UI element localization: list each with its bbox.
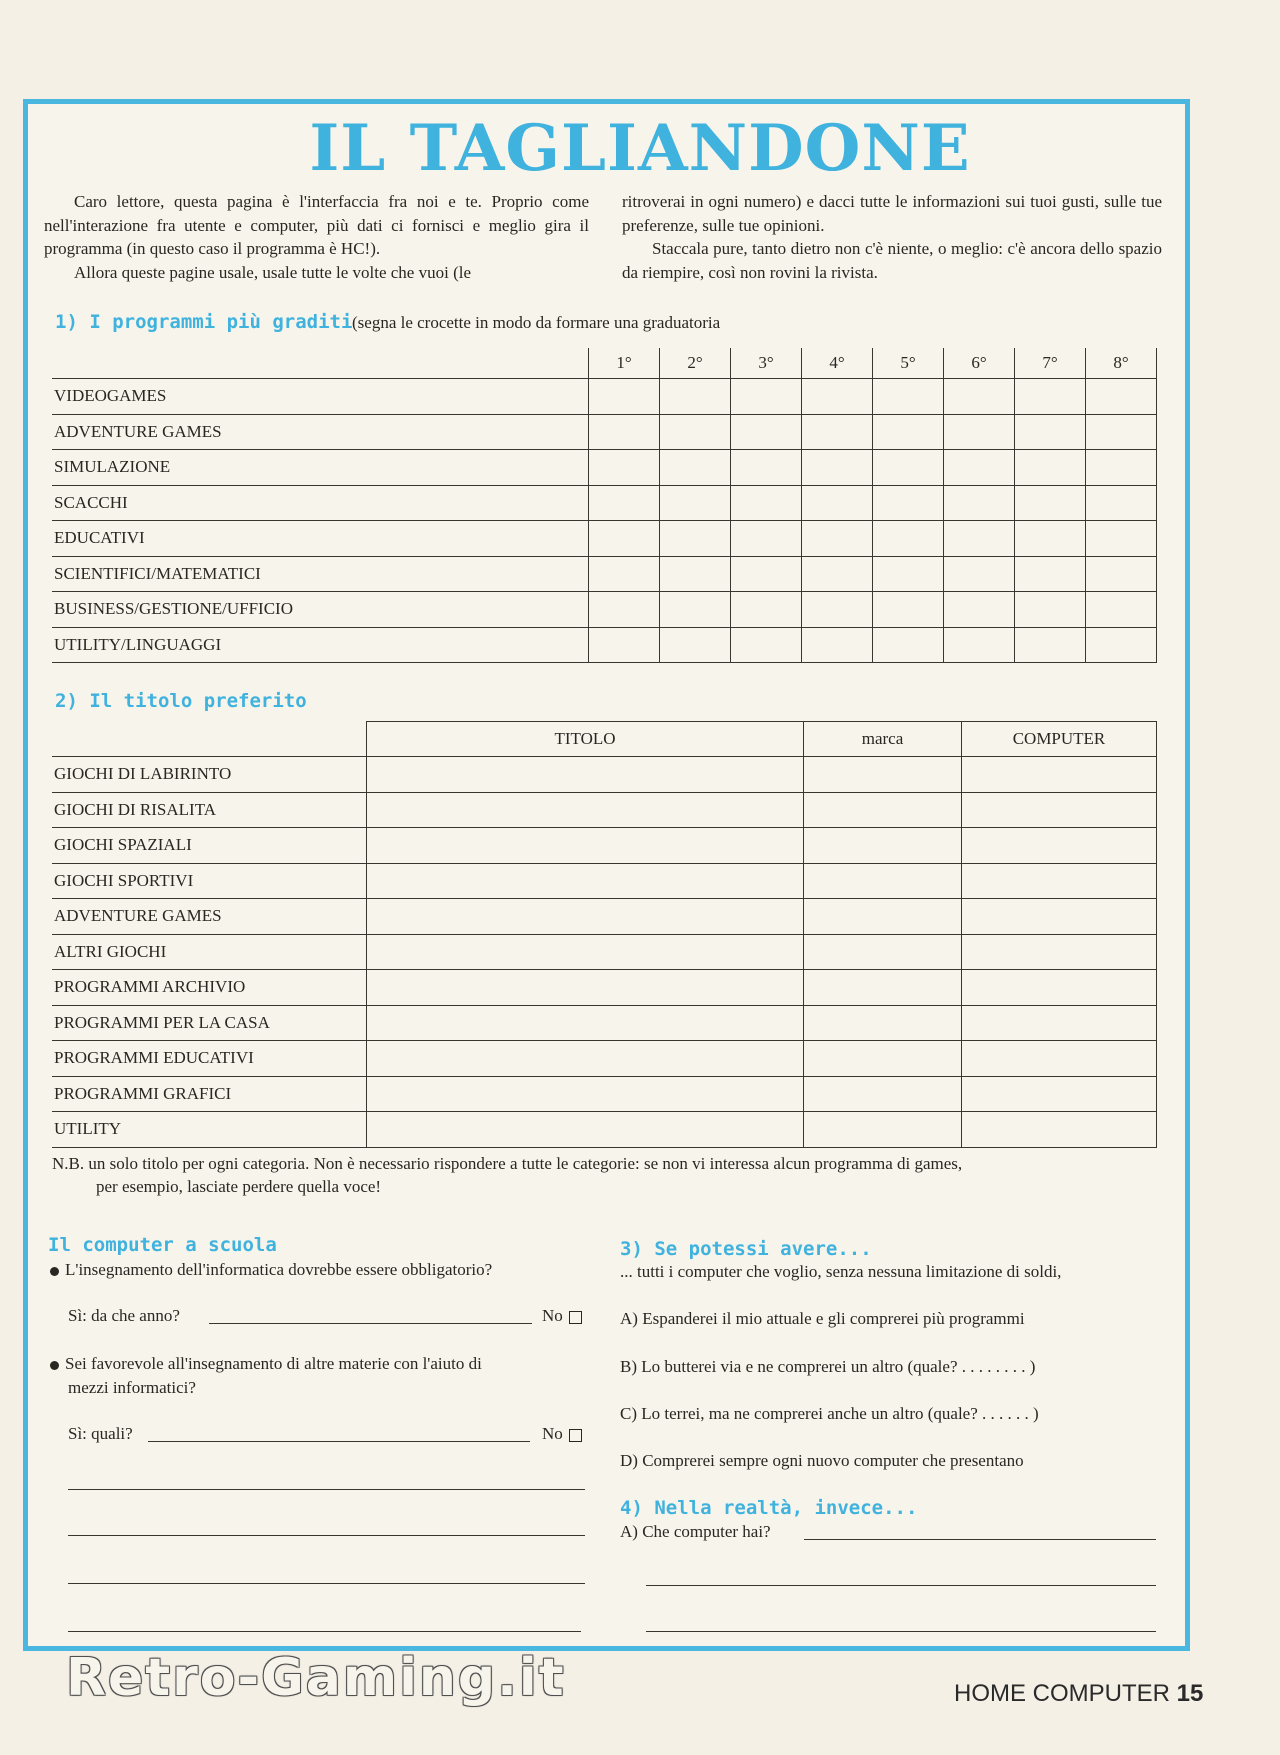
rank-cell[interactable] — [589, 414, 660, 450]
computer-cell[interactable] — [962, 1041, 1157, 1077]
table-row — [52, 485, 1157, 521]
rank-cell[interactable] — [731, 521, 802, 557]
table-row — [52, 1005, 1157, 1041]
table-row — [52, 1041, 1157, 1077]
column-header-titolo: TITOLO — [367, 722, 804, 757]
rank-cell[interactable] — [589, 592, 660, 628]
table-row — [52, 1076, 1157, 1112]
nb-note — [52, 1152, 1162, 1198]
q1-yes-label: Sì: da che anno? — [68, 1306, 180, 1325]
table-row — [52, 556, 1157, 592]
rank-cell[interactable] — [660, 485, 731, 521]
marca-cell[interactable] — [804, 1076, 962, 1112]
rank-cell[interactable] — [1015, 450, 1086, 486]
genre-label: ADVENTURE GAMES — [52, 899, 367, 935]
rank-cell[interactable] — [802, 485, 873, 521]
rank-header: 4° — [802, 348, 873, 379]
rank-cell[interactable] — [731, 592, 802, 628]
program-category-label: BUSINESS/GESTIONE/UFFICIO — [52, 592, 589, 628]
program-category-label: ADVENTURE GAMES — [52, 414, 589, 450]
genre-label: GIOCHI DI RISALITA — [52, 792, 367, 828]
table-header-row — [52, 348, 1157, 379]
bullet-icon — [50, 1361, 59, 1370]
table-row — [52, 792, 1157, 828]
rank-cell[interactable] — [731, 485, 802, 521]
table-row — [52, 414, 1157, 450]
computer-cell[interactable] — [962, 863, 1157, 899]
q1-yes-answer-line[interactable] — [209, 1323, 532, 1324]
no-label: No — [542, 1424, 563, 1443]
program-category-label: VIDEOGAMES — [52, 379, 589, 415]
rank-cell[interactable] — [944, 450, 1015, 486]
marca-cell[interactable] — [804, 1041, 962, 1077]
rank-cell[interactable] — [660, 450, 731, 486]
rank-cell[interactable] — [731, 379, 802, 415]
rank-cell[interactable] — [589, 556, 660, 592]
rank-cell[interactable] — [589, 627, 660, 663]
section3-option[interactable]: A) Espanderei il mio attuale e gli comprerei più programmi — [620, 1309, 1025, 1328]
rank-cell[interactable] — [731, 627, 802, 663]
rank-cell[interactable] — [944, 521, 1015, 557]
marca-cell[interactable] — [804, 899, 962, 935]
program-category-label: EDUCATIVI — [52, 521, 589, 557]
rank-cell[interactable] — [1015, 485, 1086, 521]
computer-cell[interactable] — [962, 899, 1157, 935]
intro-left-column — [44, 190, 589, 284]
section1-heading: 1) I programmi più graditi — [55, 311, 353, 333]
rank-cell[interactable] — [802, 592, 873, 628]
genre-label: PROGRAMMI ARCHIVIO — [52, 970, 367, 1006]
computer-cell[interactable] — [962, 970, 1157, 1006]
rank-cell[interactable] — [873, 592, 944, 628]
rank-cell[interactable] — [802, 521, 873, 557]
table-row — [52, 521, 1157, 557]
bullet-icon — [50, 1267, 59, 1276]
rank-header: 1° — [589, 348, 660, 379]
genre-label: PROGRAMMI PER LA CASA — [52, 1005, 367, 1041]
rank-cell[interactable] — [944, 414, 1015, 450]
header-blank — [52, 722, 367, 757]
genre-label: PROGRAMMI EDUCATIVI — [52, 1041, 367, 1077]
computer-cell[interactable] — [962, 757, 1157, 793]
rank-cell[interactable] — [873, 627, 944, 663]
titolo-cell[interactable] — [367, 1005, 804, 1041]
section3-heading: 3) Se potessi avere... — [620, 1238, 872, 1260]
rank-cell[interactable] — [802, 379, 873, 415]
section1-note: (segna le crocette in modo da formare una graduatoria — [352, 313, 721, 332]
table-row — [52, 450, 1157, 486]
rank-header: 3° — [731, 348, 802, 379]
no-checkbox[interactable] — [569, 1429, 582, 1442]
header-blank — [52, 348, 589, 379]
marca-cell[interactable] — [804, 1112, 962, 1148]
rank-cell[interactable] — [589, 379, 660, 415]
section4-heading: 4) Nella realtà, invece... — [620, 1497, 918, 1519]
rank-header: 8° — [1086, 348, 1157, 379]
titolo-cell[interactable] — [367, 1112, 804, 1148]
answer-line[interactable] — [68, 1535, 585, 1536]
rank-cell[interactable] — [944, 379, 1015, 415]
rank-cell[interactable] — [660, 627, 731, 663]
answer-line[interactable] — [646, 1585, 1156, 1586]
rank-cell[interactable] — [1086, 450, 1157, 486]
rank-cell[interactable] — [873, 556, 944, 592]
rank-cell[interactable] — [802, 627, 873, 663]
section3-option[interactable]: C) Lo terrei, ma ne comprerei anche un altro (quale? . . . . . . ) — [620, 1404, 1039, 1423]
rank-cell[interactable] — [660, 521, 731, 557]
section4-question: A) Che computer hai? — [620, 1522, 771, 1541]
computer-cell[interactable] — [962, 1076, 1157, 1112]
titolo-cell[interactable] — [367, 934, 804, 970]
rank-header: 5° — [873, 348, 944, 379]
q2-yes-answer-line[interactable] — [148, 1441, 530, 1442]
school-question-1 — [50, 1260, 492, 1280]
table-row — [52, 627, 1157, 663]
no-checkbox[interactable] — [569, 1311, 582, 1324]
titolo-cell[interactable] — [367, 970, 804, 1006]
answer-line[interactable] — [68, 1583, 585, 1584]
section2-heading: 2) Il titolo preferito — [55, 690, 307, 712]
question-text-continued: mezzi informatici? — [68, 1378, 196, 1397]
rank-cell[interactable] — [873, 414, 944, 450]
rank-cell[interactable] — [802, 556, 873, 592]
table-row — [52, 970, 1157, 1006]
rank-header: 6° — [944, 348, 1015, 379]
favorite-title-table — [52, 721, 1157, 1148]
rank-cell[interactable] — [1086, 592, 1157, 628]
answer-line[interactable] — [68, 1631, 581, 1632]
rank-cell[interactable] — [589, 521, 660, 557]
table-row — [52, 828, 1157, 864]
answer-line[interactable] — [646, 1631, 1156, 1632]
rank-cell[interactable] — [1086, 627, 1157, 663]
programs-ranking-table — [52, 348, 1157, 663]
school-question-2 — [50, 1354, 482, 1374]
nb-line: N.B. un solo titolo per ogni categoria. Non è necessario rispondere a tutte le categorie: se non vi interessa alcun programma di games, — [52, 1154, 963, 1173]
table-row — [52, 379, 1157, 415]
table-row — [52, 592, 1157, 628]
table-row — [52, 757, 1157, 793]
rank-cell[interactable] — [1086, 556, 1157, 592]
rank-header: 2° — [660, 348, 731, 379]
marca-cell[interactable] — [804, 828, 962, 864]
answer-line[interactable] — [68, 1489, 585, 1490]
rank-cell[interactable] — [660, 379, 731, 415]
computer-answer-line[interactable] — [804, 1539, 1156, 1540]
intro-paragraph: Staccala pure, tanto dietro non c'è niente, o meglio: c'è ancora dello spazio da riempire, così non rovini la rivista. — [622, 239, 1162, 282]
genre-label: ALTRI GIOCHI — [52, 934, 367, 970]
titolo-cell[interactable] — [367, 757, 804, 793]
section3-intro: ... tutti i computer che voglio, senza nessuna limitazione di soldi, — [620, 1262, 1062, 1281]
rank-cell[interactable] — [802, 450, 873, 486]
site-watermark: Retro-Gaming.it — [66, 1648, 566, 1708]
rank-cell[interactable] — [1015, 414, 1086, 450]
question-text: L'insegnamento dell'informatica dovrebbe essere obbligatorio? — [65, 1260, 493, 1279]
program-category-label: UTILITY/LINGUAGGI — [52, 627, 589, 663]
rank-cell[interactable] — [944, 627, 1015, 663]
computer-cell[interactable] — [962, 1112, 1157, 1148]
page-number: 15 — [1176, 1680, 1204, 1707]
marca-cell[interactable] — [804, 934, 962, 970]
computer-cell[interactable] — [962, 1005, 1157, 1041]
school-heading: Il computer a scuola — [48, 1234, 277, 1256]
titolo-cell[interactable] — [367, 792, 804, 828]
program-category-label: SCIENTIFICI/MATEMATICI — [52, 556, 589, 592]
rank-cell[interactable] — [944, 485, 1015, 521]
section3-option[interactable]: D) Comprerei sempre ogni nuovo computer che presentano — [620, 1451, 1024, 1470]
column-header-computer: COMPUTER — [962, 722, 1157, 757]
column-header-marca: marca — [804, 722, 962, 757]
rank-cell[interactable] — [944, 592, 1015, 628]
question-text: Sei favorevole all'insegnamento di altre materie con l'aiuto di — [65, 1354, 482, 1373]
rank-cell[interactable] — [731, 556, 802, 592]
titolo-cell[interactable] — [367, 1076, 804, 1112]
genre-label: PROGRAMMI GRAFICI — [52, 1076, 367, 1112]
rank-cell[interactable] — [731, 450, 802, 486]
rank-cell[interactable] — [944, 556, 1015, 592]
rank-cell[interactable] — [802, 414, 873, 450]
rank-cell[interactable] — [1015, 627, 1086, 663]
rank-cell[interactable] — [660, 414, 731, 450]
rank-cell[interactable] — [589, 450, 660, 486]
rank-cell[interactable] — [660, 592, 731, 628]
marca-cell[interactable] — [804, 1005, 962, 1041]
q1-no-option[interactable] — [542, 1306, 582, 1326]
page-footer — [954, 1680, 1203, 1708]
marca-cell[interactable] — [804, 792, 962, 828]
computer-cell[interactable] — [962, 828, 1157, 864]
section3-option[interactable]: B) Lo butterei via e ne comprerei un altro (quale? . . . . . . . . ) — [620, 1357, 1036, 1376]
rank-cell[interactable] — [660, 556, 731, 592]
titolo-cell[interactable] — [367, 828, 804, 864]
q2-yes-label: Sì: quali? — [68, 1424, 133, 1443]
table-header-row — [52, 722, 1157, 757]
rank-cell[interactable] — [1086, 379, 1157, 415]
rank-cell[interactable] — [873, 485, 944, 521]
magazine-name: HOME COMPUTER — [954, 1680, 1170, 1707]
rank-cell[interactable] — [873, 450, 944, 486]
rank-cell[interactable] — [873, 521, 944, 557]
genre-label: GIOCHI SPAZIALI — [52, 828, 367, 864]
intro-paragraph: Allora queste pagine usale, usale tutte le volte che vuoi (le — [74, 262, 472, 282]
computer-cell[interactable] — [962, 792, 1157, 828]
page-title: IL TAGLIANDONE — [309, 111, 971, 186]
table-row — [52, 899, 1157, 935]
genre-label: GIOCHI DI LABIRINTO — [52, 757, 367, 793]
intro-right-column — [622, 190, 1162, 284]
program-category-label: SCACCHI — [52, 485, 589, 521]
table-row — [52, 863, 1157, 899]
rank-header: 7° — [1015, 348, 1086, 379]
nb-line: per esempio, lasciate perdere quella voce! — [96, 1177, 382, 1196]
titolo-cell[interactable] — [367, 899, 804, 935]
program-category-label: SIMULAZIONE — [52, 450, 589, 486]
rank-cell[interactable] — [731, 414, 802, 450]
rank-cell[interactable] — [589, 485, 660, 521]
marca-cell[interactable] — [804, 863, 962, 899]
table-row — [52, 1112, 1157, 1148]
rank-cell[interactable] — [1015, 379, 1086, 415]
table-row — [52, 934, 1157, 970]
no-label: No — [542, 1306, 563, 1325]
genre-label: GIOCHI SPORTIVI — [52, 863, 367, 899]
computer-cell[interactable] — [962, 934, 1157, 970]
rank-cell[interactable] — [1015, 592, 1086, 628]
q2-no-option[interactable] — [542, 1424, 582, 1444]
rank-cell[interactable] — [1015, 556, 1086, 592]
titolo-cell[interactable] — [367, 1041, 804, 1077]
marca-cell[interactable] — [804, 970, 962, 1006]
rank-cell[interactable] — [1086, 521, 1157, 557]
intro-paragraph: ritroverai in ogni numero) e dacci tutte le informazioni sui tuoi gusti, sulle tue preferenze, sulle tue opinioni. — [622, 192, 1162, 235]
rank-cell[interactable] — [1086, 485, 1157, 521]
rank-cell[interactable] — [1086, 414, 1157, 450]
intro-paragraph: Caro lettore, questa pagina è l'interfaccia fra noi e te. Proprio come nell'interazione fra utente e computer, più dati ci fornisci e meglio gira il programma (in questo caso il programma è HC!). — [44, 192, 589, 258]
marca-cell[interactable] — [804, 757, 962, 793]
rank-cell[interactable] — [1015, 521, 1086, 557]
rank-cell[interactable] — [873, 379, 944, 415]
titolo-cell[interactable] — [367, 863, 804, 899]
genre-label: UTILITY — [52, 1112, 367, 1148]
